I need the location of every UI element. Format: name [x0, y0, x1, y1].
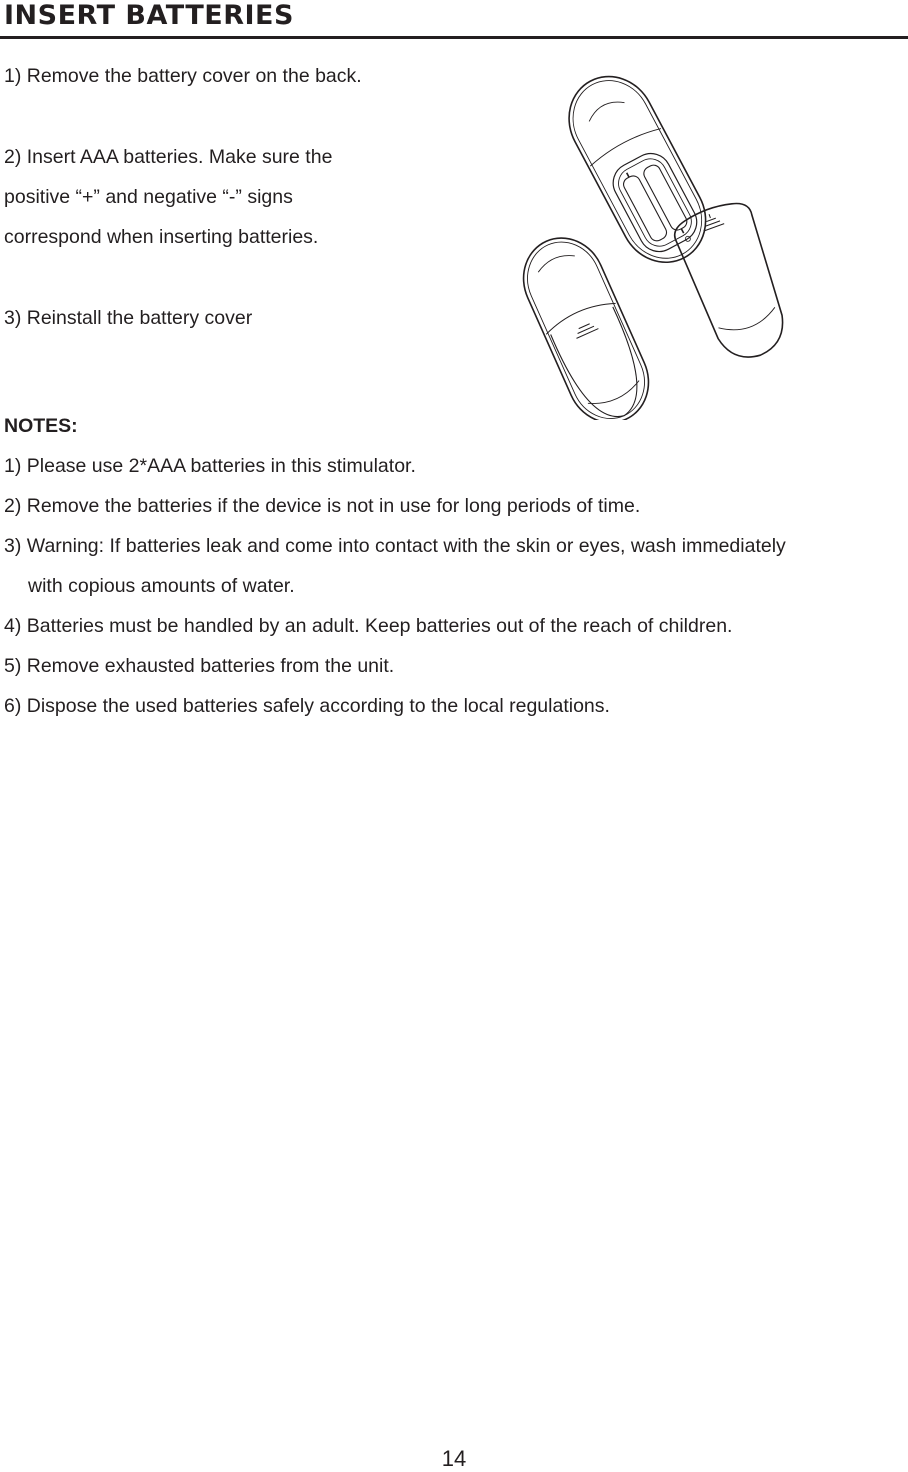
step-2-line-1: 2) Insert AAA batteries. Make sure the — [4, 146, 333, 168]
step-2-line-2: positive “+” and negative “-” signs — [4, 186, 293, 208]
step-3: 3) Reinstall the battery cover — [4, 307, 253, 329]
remote-closed-back — [510, 225, 662, 420]
note-3-continued: with copious amounts of water. — [28, 575, 295, 597]
note-3: 3) Warning: If batteries leak and come into contact with the skin or eyes, wash immediately — [4, 535, 786, 557]
note-5: 5) Remove exhausted batteries from the unit. — [4, 655, 395, 677]
step-1: 1) Remove the battery cover on the back. — [4, 65, 362, 87]
step-2-line-3: correspond when inserting batteries. — [4, 226, 319, 248]
note-4: 4) Batteries must be handled by an adult. Keep batteries out of the reach of children. — [4, 615, 733, 637]
notes-heading: NOTES: — [4, 415, 78, 437]
note-6: 6) Dispose the used batteries safely according to the local regulations. — [4, 695, 610, 717]
note-1: 1) Please use 2*AAA batteries in this stimulator. — [4, 455, 416, 477]
remote-battery-illustration — [505, 70, 790, 420]
battery-cover — [670, 196, 790, 369]
note-2: 2) Remove the batteries if the device is not in use for long periods of time. — [4, 495, 641, 517]
title-rule — [0, 36, 908, 39]
page-number: 14 — [441, 1446, 467, 1471]
page-title: INSERT BATTERIES — [4, 0, 294, 31]
